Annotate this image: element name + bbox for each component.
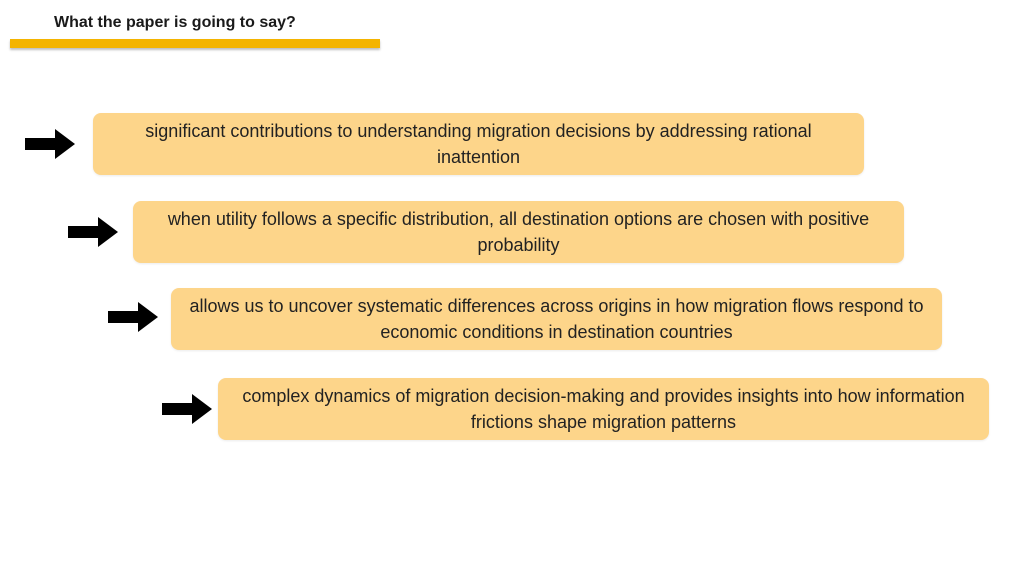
point-text-4: complex dynamics of migration decision-making and provides insights into how information frictions shape migration patterns xyxy=(242,386,965,432)
point-text-2: when utility follows a specific distribution, all destination options are chosen with positive probability xyxy=(167,209,870,255)
slide-title: What the paper is going to say? xyxy=(54,14,296,31)
point-box-1 xyxy=(93,113,864,175)
point-box-3 xyxy=(171,288,942,350)
point-text-1: significant contributions to understanding migration decisions by addressing rational inattention xyxy=(145,121,812,167)
point-box-2 xyxy=(133,201,904,263)
right-arrow-icon xyxy=(162,393,212,425)
point-text-3: allows us to uncover systematic differences across origins in how migration flows respond to economic conditions in destination countries xyxy=(189,296,924,342)
title-underline xyxy=(10,39,380,48)
right-arrow-icon xyxy=(25,128,75,160)
right-arrow-icon xyxy=(108,301,158,333)
point-box-4 xyxy=(218,378,989,440)
right-arrow-icon xyxy=(68,216,118,248)
